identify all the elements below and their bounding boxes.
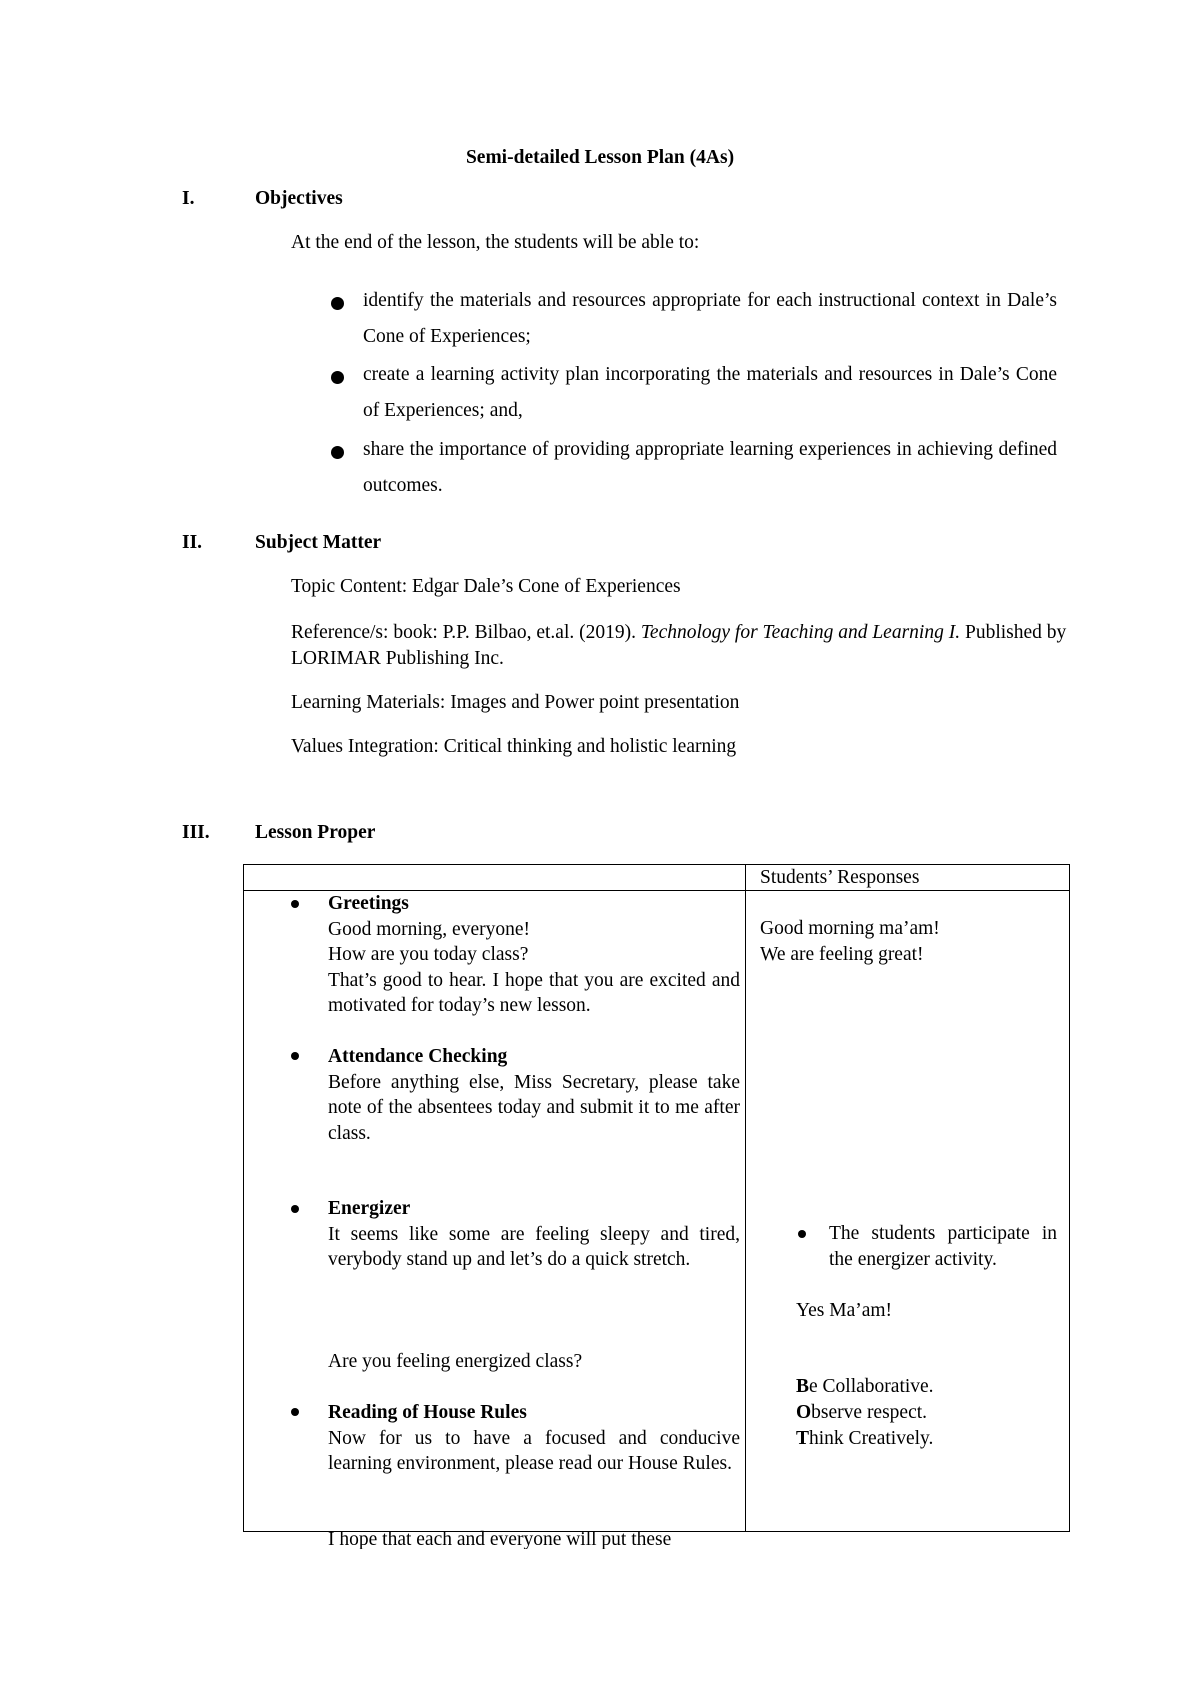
- greetings-line: How are you today class?: [328, 944, 529, 966]
- rule-text: bserve respect.: [811, 1402, 928, 1423]
- greetings-block: [328, 891, 740, 1019]
- learning-materials: Learning Materials: Images and Power point presentation: [291, 692, 740, 713]
- energized-question: Are you feeling energized class?: [328, 1351, 583, 1372]
- bullet-icon: [291, 1205, 299, 1213]
- attendance-text: Before anything else, Miss Secretary, please take note of the absentees today and submit it to me after class.: [328, 1071, 740, 1144]
- section-title-objectives: Objectives: [255, 188, 343, 209]
- bullet-icon: [291, 1408, 299, 1416]
- bullet-icon: [291, 1052, 299, 1060]
- table-header-row: [244, 865, 1070, 891]
- objective-item: share the importance of providing appropriate learning experiences in achieving defined outcomes.: [363, 439, 1057, 496]
- energizer-heading: Energizer: [328, 1198, 411, 1219]
- bullet-icon: [331, 371, 344, 384]
- greetings-heading: Greetings: [328, 893, 409, 914]
- reference-title: Technology for Teaching and Learning I.: [640, 622, 961, 643]
- values-integration: Values Integration: Critical thinking and holistic learning: [291, 736, 737, 757]
- section-number-lesson-proper: III.: [182, 822, 210, 843]
- reference-suffix: Published by LORIMAR Publishing Inc.: [291, 622, 1067, 669]
- teacher-header-cell: [244, 865, 746, 891]
- objectives-intro: At the end of the lesson, the students will be able to:: [291, 232, 700, 253]
- rule-text: e Collaborative.: [809, 1376, 934, 1397]
- response-rule-3: [796, 1426, 933, 1452]
- rule-text: hink Creatively.: [809, 1428, 934, 1449]
- response-rule-2: [796, 1400, 927, 1426]
- section-number-subject-matter: II.: [182, 532, 203, 553]
- response-greeting: Good morning ma’am!: [760, 918, 940, 939]
- section-title-lesson-proper: Lesson Proper: [255, 822, 376, 843]
- house-rules-heading: Reading of House Rules: [328, 1402, 527, 1423]
- bullet-icon: [798, 1230, 806, 1238]
- response-rule-1: [796, 1374, 934, 1400]
- bullet-icon: [331, 446, 344, 459]
- bullet-icon: [331, 297, 344, 310]
- page-title: Semi-detailed Lesson Plan (4As): [465, 147, 735, 168]
- rule-initial: B: [796, 1376, 810, 1397]
- rule-initial: T: [796, 1428, 810, 1449]
- hope-text: I hope that each and everyone will put these: [328, 1529, 672, 1549]
- table-row: [244, 891, 1070, 1532]
- attendance-heading: Attendance Checking: [328, 1046, 508, 1067]
- objective-item: identify the materials and resources appropriate for each instructional context in Dale’s Cone of Experiences;: [363, 290, 1057, 347]
- topic-content: Topic Content: Edgar Dale’s Cone of Experiences: [291, 576, 681, 597]
- response-energizer: The students participate in the energizer activity.: [829, 1223, 1057, 1270]
- objective-item: create a learning activity plan incorporating the materials and resources in Dale’s Cone of Experiences; and,: [363, 364, 1057, 421]
- greetings-line: Good morning, everyone!: [328, 918, 530, 940]
- reference: [291, 620, 1071, 672]
- section-number-objectives: I.: [182, 188, 195, 209]
- rule-initial: O: [796, 1402, 812, 1423]
- bullet-icon: [291, 900, 299, 908]
- greetings-line: That’s good to hear. I hope that you are excited and motivated for today’s new lesson.: [328, 969, 740, 1017]
- section-title-subject-matter: Subject Matter: [255, 532, 382, 553]
- reference-prefix: Reference/s: book: P.P. Bilbao, et.al. (2019).: [291, 622, 641, 643]
- students-responses-header: Students’ Responses: [746, 865, 1070, 891]
- house-rules-text: Now for us to have a focused and conducive learning environment, please read our House Rules.: [328, 1427, 740, 1475]
- teacher-activities-cell: [244, 891, 746, 1549]
- response-feeling: We are feeling great!: [760, 944, 924, 965]
- energizer-block: [328, 1196, 740, 1273]
- house-rules-block: [328, 1400, 740, 1477]
- students-responses-cell: [746, 891, 1070, 1532]
- energizer-text: It seems like some are feeling sleepy and tired, verybody stand up and let’s do a quick stretch.: [328, 1223, 740, 1271]
- response-yes: Yes Ma’am!: [796, 1300, 893, 1321]
- attendance-block: [328, 1044, 740, 1146]
- lesson-table: [243, 864, 1070, 1549]
